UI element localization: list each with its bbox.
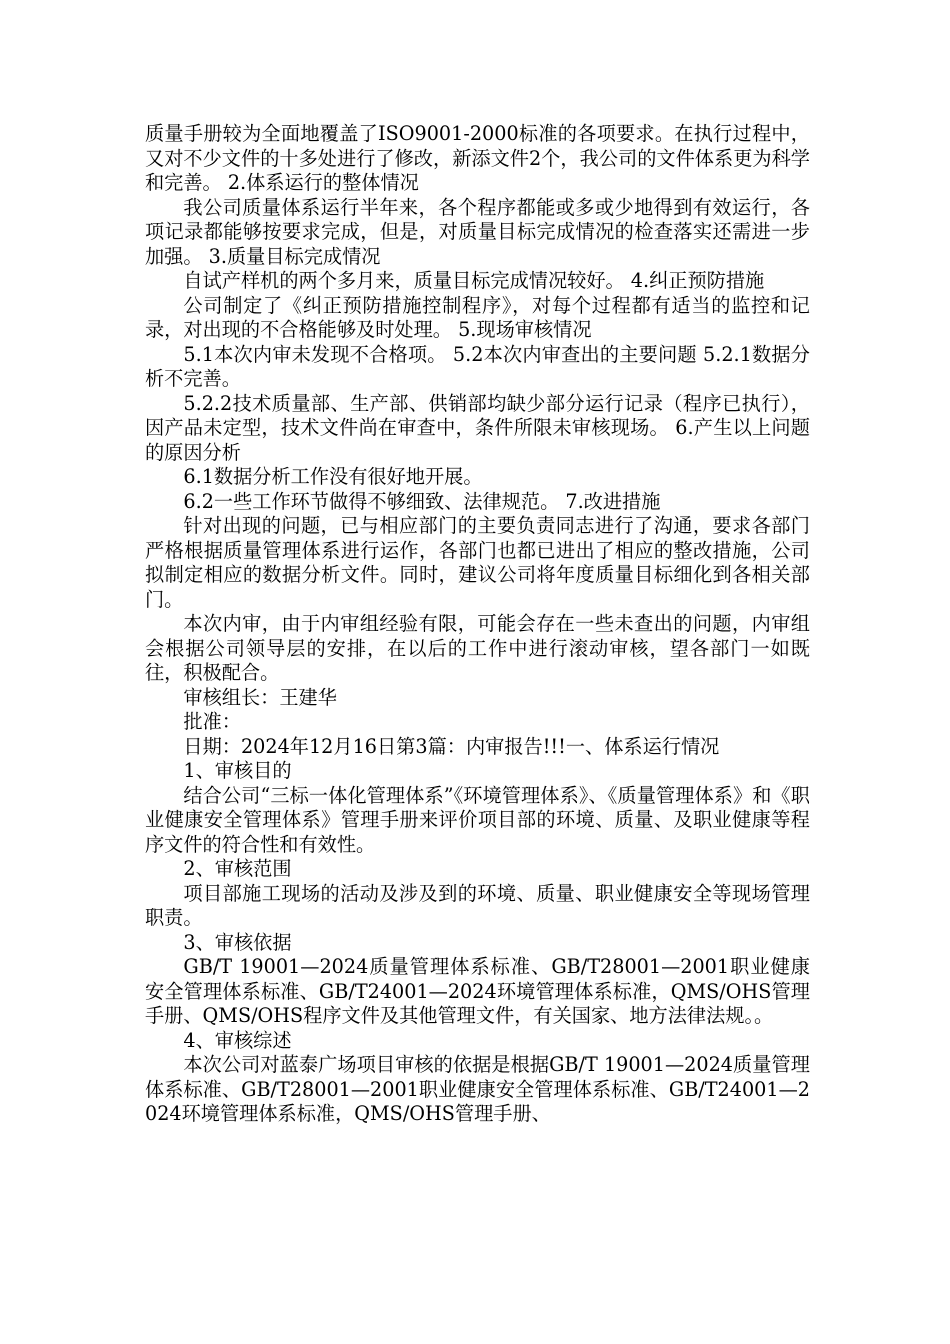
paragraph-cause-6-2: 6.2一些工作环节做得不够细致、法律规范。 7.改进措施 [183, 489, 661, 513]
heading-audit-purpose: 1、审核目的 [183, 759, 292, 782]
paragraph-system-operation: 我公司质量体系运行半年来，各个程序都能或多或少地得到有效运行，各项记录都能够按要求完成，但是，对质量目标完成情况的检查落实还需进一步加强。 3.质量目标完成情况 [145, 195, 810, 268]
paragraph-conclusion: 本次内审，由于内审组经验有限，可能会存在一些未查出的问题，内审组会根据公司领导层的安排，在以后的工作中进行滚动审核，望各部门一如既往，积极配合。 [145, 612, 810, 684]
paragraph-audit-findings: 5.1本次内审未发现不合格项。 5.2本次内审查出的主要问题 5.2.1数据分析不完善。 [145, 342, 810, 390]
paragraph-audit-summary: 本次公司对蓝泰广场项目审核的依据是根据GB/T 19001—2024质量管理体系标准、GB/T28001—2001职业健康安全管理体系标准、GB/T24001—2024环境管理体系标准，QMS/OHS管理手册、 [145, 1053, 810, 1125]
heading-audit-basis: 3、审核依据 [183, 930, 292, 954]
paragraph-quality-target: 自试产样机的两个多月来，质量目标完成情况较好。 4.纠正预防措施 [183, 269, 765, 292]
approval-line: 批准： [183, 710, 241, 733]
paragraph-missing-records: 5.2.2技术质量部、生产部、供销部均缺少部分运行记录（程序已执行），因产品未定型，技术文件尚在审查中，条件所限未审核现场。 6.产生以上问题的原因分析 [145, 391, 810, 464]
document-page [145, 122, 810, 1127]
paragraph-audit-scope: 项目部施工现场的活动及涉及到的环境、质量、职业健康安全等现场管理职责。 [145, 881, 810, 929]
paragraph-improvement: 针对出现的问题，已与相应部门的主要负责同志进行了沟通，要求各部门严格根据质量管理体系进行运作，各部门也都已进出了相应的整改措施，公司拟制定相应的数据分析文件。同时，建议公司将年度质量目标细化到各相关部门。 [145, 514, 810, 611]
heading-audit-summary: 4、审核综述 [183, 1028, 292, 1052]
paragraph-audit-basis: GB/T 19001—2024质量管理体系标准、GB/T28001—2001职业健康安全管理体系标准、GB/T24001—2024环境管理体系标准，QMS/OHS管理手册、QMS/OHS程序文件及其他管理文件，有关国家、地方法律法规。。 [145, 955, 810, 1027]
heading-audit-scope: 2、审核范围 [183, 857, 292, 880]
date-line: 日期：2024年12月16日第3篇：内审报告!!!一、体系运行情况 [183, 734, 720, 758]
paragraph-audit-purpose: 结合公司“三标一体化管理体系”《环境管理体系》、《质量管理体系》和《职业健康安全管理体系》管理手册来评价项目部的环境、质量、及职业健康等程序文件的符合性和有效性。 [145, 783, 810, 856]
audit-leader-line: 审核组长：王建华 [183, 685, 337, 709]
paragraph-quality-manual: 质量手册较为全面地覆盖了ISO9001-2000标准的各项要求。在执行过程中，又对不少文件的十多处进行了修改，新添文件2个，我公司的文件体系更为科学和完善。 2.体系运行的整体情况 [145, 122, 810, 194]
paragraph-cause-6-1: 6.1数据分析工作没有很好地开展。 [183, 465, 483, 488]
paragraph-corrective-actions: 公司制定了《纠正预防措施控制程序》，对每个过程都有适当的监控和记录，对出现的不合格能够及时处理。 5.现场审核情况 [145, 293, 810, 341]
